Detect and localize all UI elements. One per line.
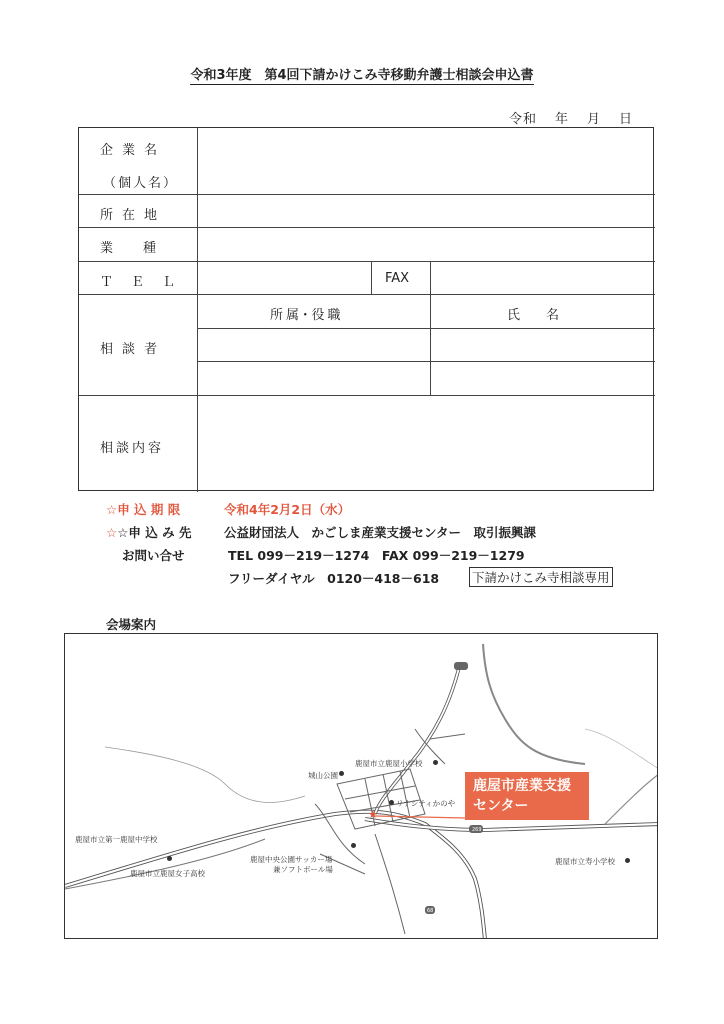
contact-label: お問い合せ bbox=[122, 548, 185, 563]
freedial-tag: 下請かけこみ寺相談専用 bbox=[469, 567, 613, 587]
label-girls-high: 鹿屋市立鹿屋女子高校 bbox=[130, 869, 205, 878]
company-name-label: 企業名 bbox=[100, 143, 167, 158]
freedial: フリーダイヤル 0120－418－618 bbox=[228, 571, 440, 586]
map-heading: 会場案内 bbox=[106, 617, 157, 632]
tel-label: ＴＥＬ bbox=[100, 275, 194, 290]
venue-label-line1: 鹿屋市産業支援 bbox=[473, 778, 571, 794]
label-soccer-field: 鹿屋中央公園サッカー場 bbox=[250, 855, 333, 864]
fax-label: FAX bbox=[385, 271, 410, 286]
label-softball-field: 兼ソフトボール場 bbox=[273, 865, 333, 874]
apply-value: 公益財団法人 かごしま産業支援センター 取引振興課 bbox=[224, 525, 537, 540]
venue-map bbox=[64, 633, 658, 939]
label-daiichi-junior-high: 鹿屋市立第一鹿屋中学校 bbox=[75, 835, 158, 844]
content-label: 相談内容 bbox=[100, 441, 165, 456]
page-title: 令和3年度 第4回下請かけこみ寺移動弁護士相談会申込書 bbox=[190, 68, 534, 83]
venue-label-box bbox=[465, 772, 589, 820]
route-68: 68 bbox=[427, 908, 434, 914]
label-kotobuki-elementary: 鹿屋市立寿小学校 bbox=[555, 857, 615, 866]
route-504: 504 bbox=[437, 664, 447, 670]
marker-shiroyama-park bbox=[339, 771, 344, 776]
venue-star-icon: ★ bbox=[368, 808, 378, 821]
marker-soccer-field bbox=[351, 843, 356, 848]
marker-kotobuki-elementary bbox=[625, 858, 630, 863]
consultant-label: 相談者 bbox=[100, 342, 167, 357]
marker-girls-high bbox=[167, 856, 172, 861]
apply-label-text: ☆申 込 み 先 bbox=[117, 525, 192, 540]
industry-label: 業種 bbox=[100, 241, 187, 256]
address-label: 所在地 bbox=[100, 208, 167, 223]
label-lina-city: リナシティかのや bbox=[396, 799, 456, 808]
route-269: 269 bbox=[472, 827, 482, 833]
label-shiroyama-park: 城山公園 bbox=[308, 771, 338, 780]
apply-label: ☆☆申 込 み 先 bbox=[106, 525, 192, 540]
marker-kanoya-elementary bbox=[433, 760, 438, 765]
label-kanoya-elementary: 鹿屋市立鹿屋小学校 bbox=[355, 759, 423, 768]
deadline-value: 令和4年2月2日（水） bbox=[224, 502, 351, 517]
marker-lina-city bbox=[389, 800, 394, 805]
date-line: 令和 年 月 日 bbox=[509, 112, 634, 127]
company-sub-label: （個人名） bbox=[103, 176, 179, 191]
application-form bbox=[78, 127, 654, 491]
contact-value: TEL 099－219－1274 FAX 099－219－1279 bbox=[228, 548, 525, 563]
venue-label-line2: センター bbox=[473, 798, 529, 814]
deadline-label: ☆申 込 期 限 bbox=[106, 502, 181, 517]
dept-position-label: 所属･役職 bbox=[270, 308, 344, 323]
name-label: 氏 名 bbox=[507, 308, 560, 323]
